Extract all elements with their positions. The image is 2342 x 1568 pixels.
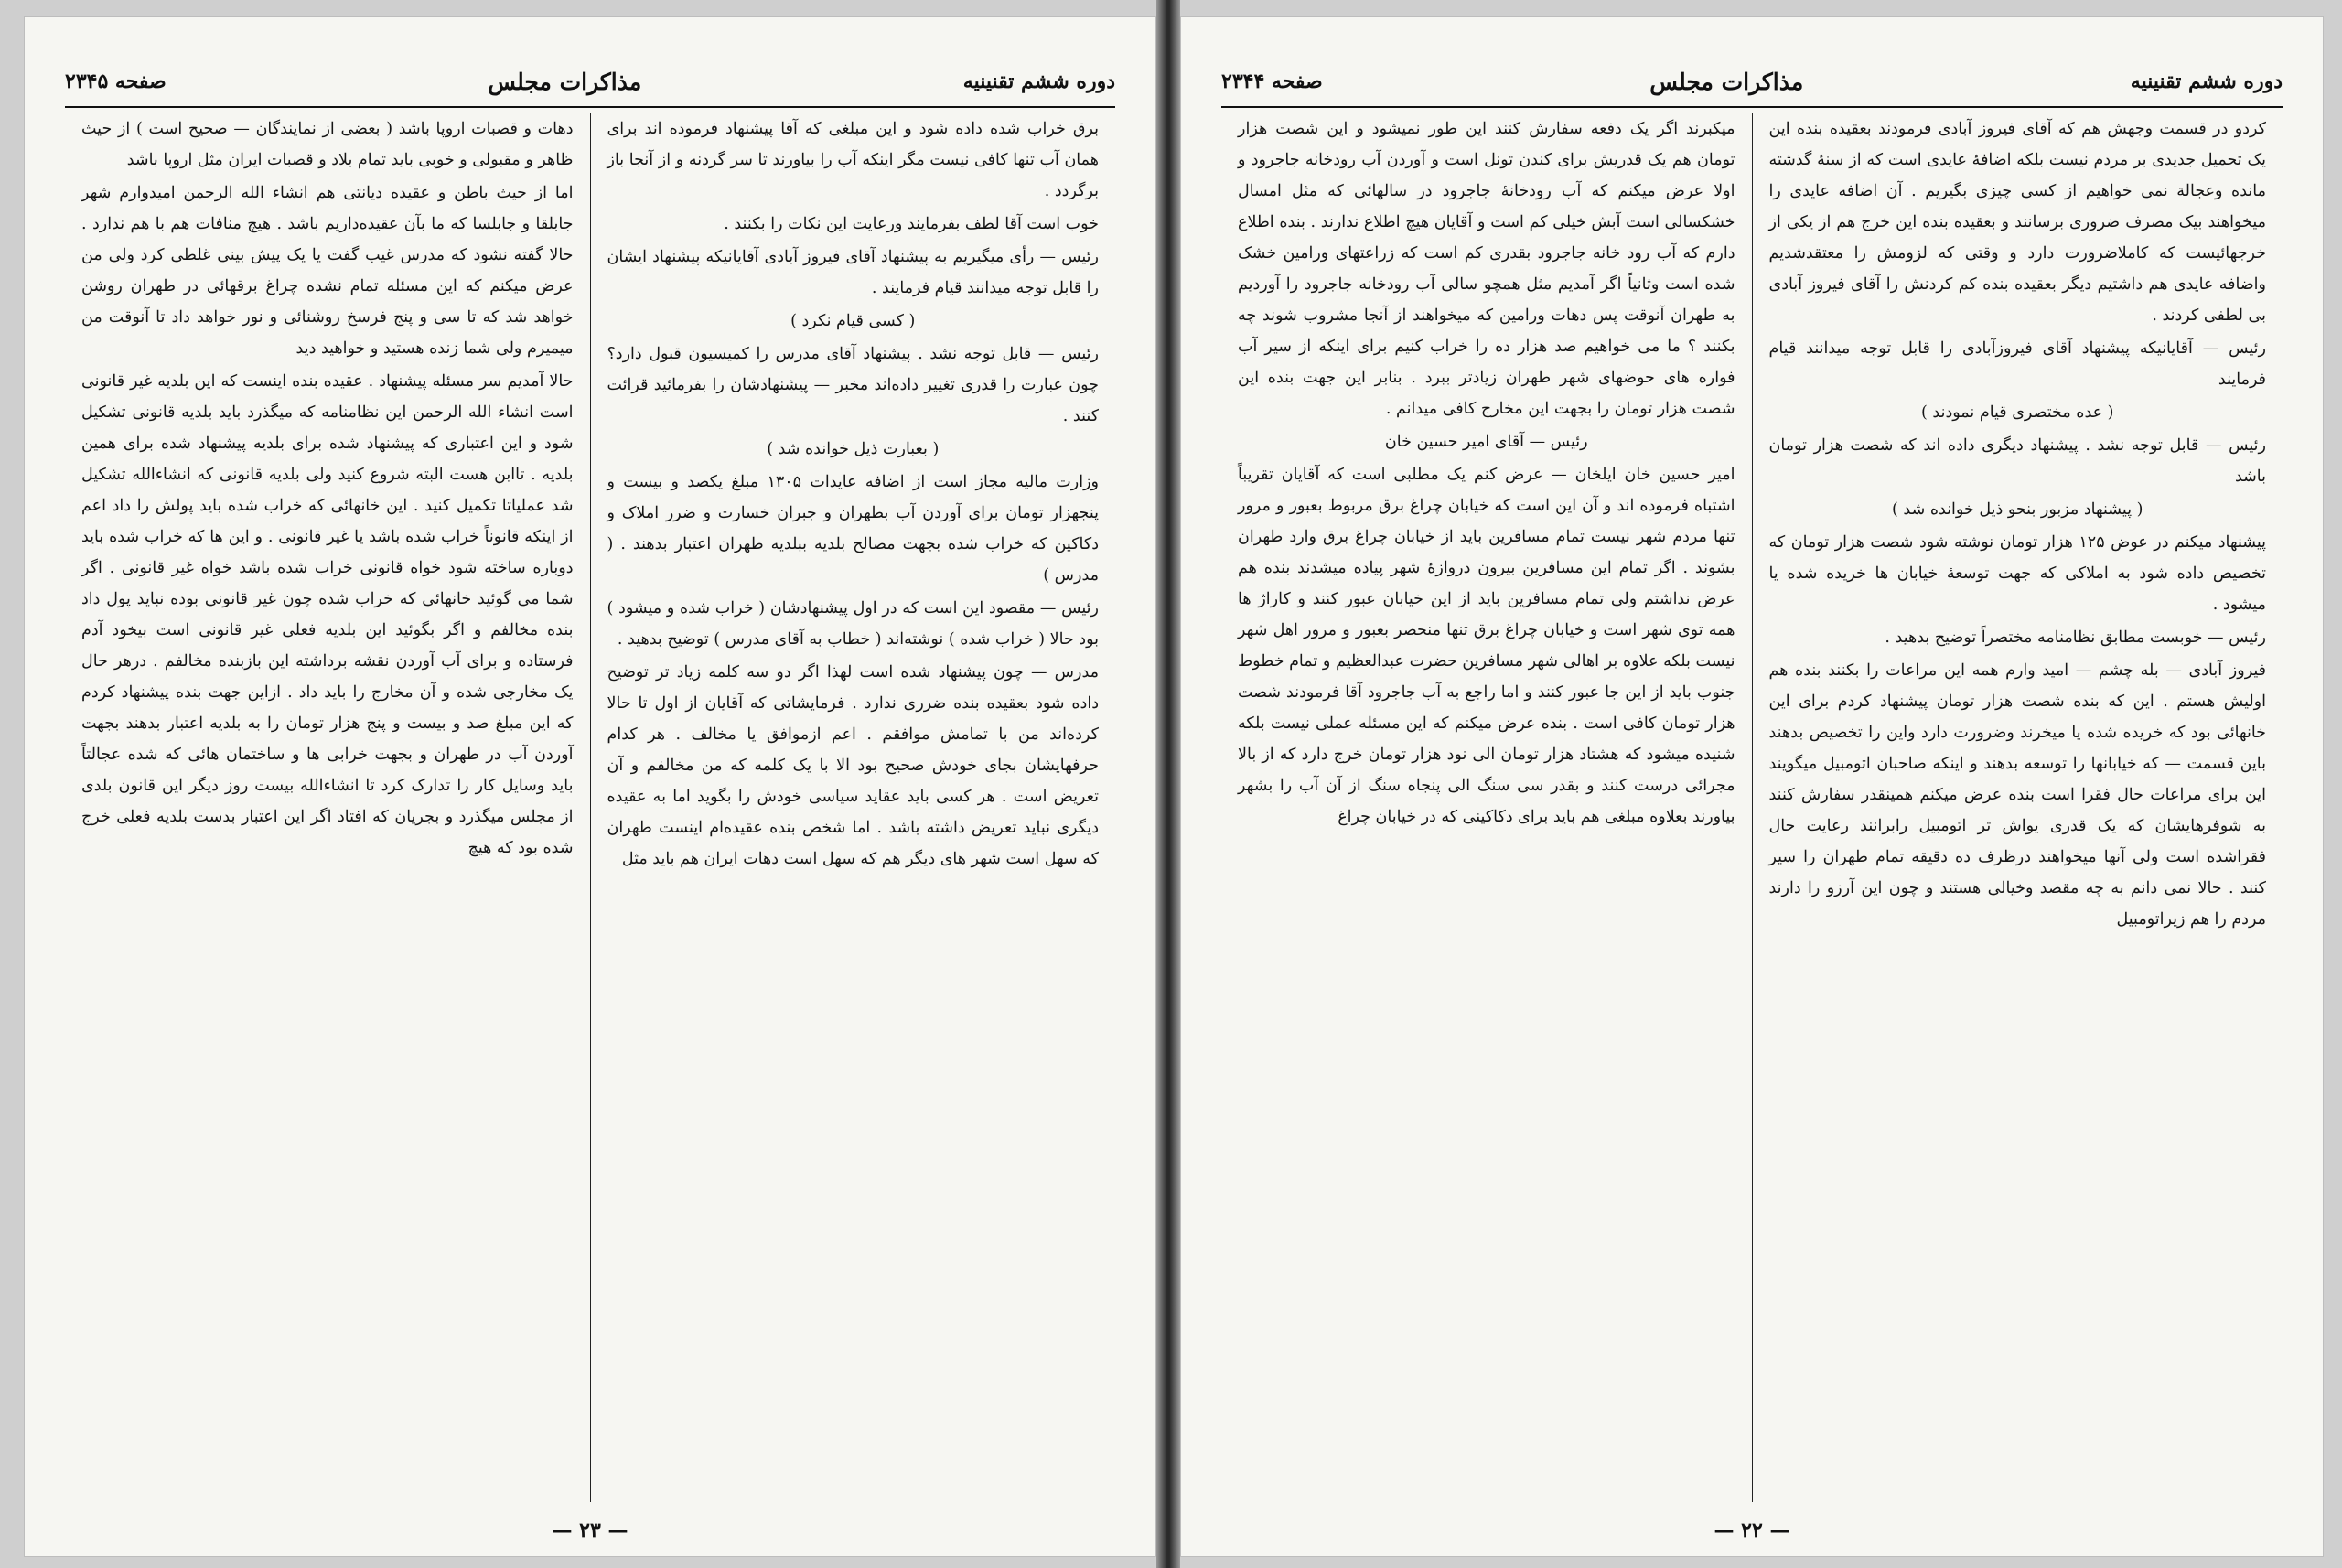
paragraph: فیروز آبادی — بله چشم — امید وارم همه این مراعات را بکنند بنده هم اولیش هستم . این که بنده شصت هزار تومان پیشنهاد کردم برای این خانهائی بود که خریده شده یا میخرند وضرورت دارد واین را تخصیص بدهند باین قسمت — که خیابانها را توسعه بدهند و اینکه صاحبان اتومبیل میگویند این برای مراعات حال فقرا است بنده عرض میکنم همینقدر سفارش کنند به شوفرهایشان که یک قدری یواش تر اتومبیل رابرانند رعایت حال فقراشده است ولی آنها میخواهند درظرف ده دقیقه تمام طهران را سیر کنند . حالا نمی دانم به چه مقصد وخیالی هستند و چون این آرزو را دارند مردم را هم زیراتومبیل [1768,661,2266,929]
right-page-left-column [1221,113,1752,1502]
paragraph: کردو در قسمت وجهش هم که آقای فیروز آبادی فرمودند بعقیده بنده این یک تحمیل جدیدی بر مردم نیست بلکه اضافهٔ عایدی است که از سنهٔ گذشته مانده وعجالة نمی خواهیم از کسی چیزی بگیریم . آن اضافه عایدی را میخواهند بیک مصرف ضروری برسانند و بعقیده بنده این خرج هم از یکی از خرجهائیست که کاملاضرورت دارد و وقتی که لزومش را معتقدشدیم واضافه عایدی هم داشتیم دیگر بعقیده بنده کم کردنش را آقای فیروز آبادی بی لطفی کردند . [1768,120,2266,325]
right-page-session: دوره ششم تقنینیه [2130,70,2283,93]
paragraph: وزارت مالیه مجاز است از اضافه عایدات ۱۳۰۵ مبلغ یکصد و بیست و پنجهزار تومان برای آوردن آب بطهران و جبران خسارت و ضرر املاک و دکاکین که خراب شده بجهت مصالح بلدیه ببلدیه طهران اعتبار بدهند . ( مدرس ) [607,473,1099,585]
paragraph: ( پیشنهاد مزبور بنحو ذیل خوانده شد ) [1892,500,2143,519]
paragraph: امیر حسین خان ایلخان — عرض کنم یک مطلبی است که آقایان تقریباً اشتباه فرموده اند و آن این است که خیابان چراغ برق مربوط بعبور و مرور تنها مردم شهر نیست تمام مسافرین باید از خیابان چراغ برق وارد طهران بشوند . اگر تمام این مسافرین بیرون دروازهٔ شهر پیاده میشدند بنده هم عرض نداشتم ولی تمام مسافرین باید از این خیابان عبور کنند و کاراژ ها همه توی شهر است و خیابان چراغ برق تنها منحصر بعبور و مرور اهل شهر نیست بلکه علاوه بر اهالی شهر مسافرین حضرت عبدالعظیم و تمام خطوط جنوب باید از این جا عبور کنند و اما راجع به آب جاجرود آقا فرمودند شصت هزار تومان کافی است . بنده عرض میکنم که این مسئله عملی نیست بلکه شنیده میشود که هشتاد هزار تومان الی نود هزار تومان خرج دارد که از بالا مجرائی درست کنند و بقدر سی سنگ الی پنجاه سنگ از آن آب را بشهر بیاورند بعلاوه مبلغی هم باید برای دکاکینی که در خیابان چراغ [1238,466,1735,826]
left-page-columns [65,113,1115,1502]
paragraph: ( بعبارت ذیل خوانده شد ) [767,440,940,458]
paragraph: رئیس — قابل توجه نشد . پیشنهاد دیگری داده اند که شصت هزار تومان باشد [1768,436,2266,486]
left-page-title: مذاکرات مجلس [488,68,642,95]
left-page-session: دوره ششم تقنینیه [962,70,1115,93]
right-page-header-rule [1221,106,2283,108]
paragraph: مدرس — چون پیشنهاد شده است لهذا اگر دو سه کلمه زیاد تر توضیح داده شود بعقیده بنده ضرری ندارد . فرمایشاتی که آقایان از اول تا حالا کرده‌اند من با تمامش موافقم . اعم ازموافق یا مخالف . هر کدام حرفهایشان بجای خودش صحیح بود الا با یک کلمه که من مخالفم و آن تعریض است . هر کسی باید عقاید سیاسی خودش را بگوید اما به عقیده دیگری نباید تعریض داشته باشد . اما شخص بنده عقیده‌ام اینست طهران که سهل است شهر های دیگر هم که سهل است دهات ایران هم باید مثل [607,663,1099,868]
paragraph: میکبرند اگر یک دفعه سفارش کنند این طور نمیشود و این شصت هزار تومان هم یک قدریش برای کندن تونل است و آوردن آب رودخانه جاجرود و اولا عرض میکنم که آب رودخانهٔ جاجرود در سالهائی که مثل امسال خشکسالی است آبش خیلی کم است و آقایان هیچ اطلاع ندارند . بنده اطلاع دارم که آب رود خانه جاجرود بقدری کم است که زراعتهای ورامین خشک شده است وثانیاً اگر آمدیم مثل همچو سالی آب رودخانه جاجرود را آوردیم به طهران آنوقت پس دهات ورامین که میخواهند از آنجا مشروب شوند چه بکنند ؟ ما می خواهیم صد هزار ده را خراب کنیم برای اینکه از سیر آب فواره های حوضهای شهر طهران زیادتر ببرد . بنابر این جهت بنده این شصت هزار تومان را بجهت این مخارج کافی میدانم . [1238,120,1735,418]
right-page-title: مذاکرات مجلس [1649,68,1804,95]
paragraph: حالا آمدیم سر مسئله پیشنهاد . عقیده بنده اینست که این بلدیه غیر قانونی است انشاء الله الرحمن این نظامنامه که میگذرد باید بلدیه قانونی تشکیل شود و این اعتباری که پیشنهاد شده برای بلدیه پیشنهاد شده برای همین بلدیه . تاابن هست البته شروع کنید ولی بلدیه قانونی که انشاءالله تشکیل شد عملیاتا تکمیل کنید . این خانهائی که خراب شده باید پولش را داد اعم از اینکه قانوناً خراب شده باشد یا غیر قانونی . و این ها که خراب شده باید دوباره ساخته شود خواه قانونی خراب شده باشد خواه غیر قانونی . اگر شما می گوئید خانهائی که خراب شده چون غیر قانونی بوده نباید پول داد بنده مخالفم و اگر بگوئید این بلدیه فعلی غیر قانونی است بیخود آدم فرستاده و برای آب آوردن نقشه برداشته این بازبنده مخالفم . درهر حال یک مخارجی شده و آن مخارج را باید داد . ازاین جهت بنده پیشنهاد کردم که این مبلغ صد و بیست و پنج هزار تومان را به بلدیه اعتبار بدهند بجهت آوردن آب در طهران و بجهت خرابی ها و ساختمان هائی که شده عجالتاً باید وسایل کار را تدارک کرد تا انشاءالله بیست روز دیگر این قانون بلدی از مجلس میگذرد و بجریان که افتاد اگر این اعتبار بدست بلدیه فعلی خرج شده بود که هیچ [81,372,574,857]
paragraph: خوب است آقا لطف بفرمایند ورعایت این نکات را بکنند . [724,215,1099,233]
left-page-header-rule [65,106,1115,108]
book-gutter [1156,0,1180,1568]
right-page-columns [1221,113,2283,1502]
paragraph: پیشنهاد میکنم در عوض ۱۲۵ هزار تومان نوشته شود شصت هزار تومان که تخصیص داده شود به املاکی که جهت توسعهٔ خیابان ها خریده شده یا میشود . [1768,533,2266,614]
paragraph: رئیس — قابل توجه نشد . پیشنهاد آقای مدرس را کمیسیون قبول دارد؟ چون عبارت را قدری تغییر داده‌اند مخبر — پیشنهادشان را بفرمائید قرائت کنند . [607,345,1099,425]
paragraph: رئیس — مقصود این است که در اول پیشنهادشان ( خراب شده و میشود ) بود حالا ( خراب شده ) نوشته‌اند ( خطاب به آقای مدرس ) توضیح بدهید . [607,599,1099,649]
left-page [24,16,1156,1557]
right-page-right-column [1753,113,2283,1502]
paragraph: رئیس — رأی میگیریم به پیشنهاد آقای فیروز آبادی آقایانیکه پیشنهاد ایشان را قابل توجه میدانند قیام فرمایند . [607,248,1099,297]
paragraph: ( عده مختصری قیام نمودند ) [1921,403,2114,422]
right-page-number-label: صفحه ۲۳۴۴ [1221,70,1323,93]
paragraph: اما از حیث باطن و عقیده دیانتی هم انشاء الله الرحمن امیدوارم شهر جابلقا و جابلسا که ما بآن عقیده‌داریم باشد . هیچ منافات هم با هم ندارد . حالا گفته نشود که مدرس غیب گفت یا یک پیش بینی غلطی کرد ولی من عرض میکنم که این مسئله تمام نشده چراغ برقهائی در طهران روشن خواهد شد که تا سی و پنج فرسخ روشنائی و نور خواهد داد تا آنوقت من میمیرم ولی شما زنده هستید و خواهید دید [81,184,574,358]
left-page-left-column [65,113,590,1502]
paragraph: رئیس — خوبست مطابق نظامنامه مختصراً توضیح بدهید . [1885,628,2266,647]
paragraph: دهات و قصبات اروپا باشد ( بعضی از نمایندگان — صحیح است ) از حیث ظاهر و مقبولی و خوبی باید تمام بلاد و قصبات ایران مثل اروپا باشد [81,120,574,169]
paragraph: ( کسی قیام نکرد ) [790,312,916,330]
left-page-right-column [591,113,1116,1502]
paragraph: برق خراب شده داده شود و این مبلغی که آقا پیشنهاد فرموده اند برای همان آب تنها کافی نیست مگر اینکه آب را بیاورند تا سر گردنه و از آنجا باز برگردد . [607,120,1099,200]
left-page-header [65,62,1115,101]
left-page-footer-number: — ۲۳ — [552,1519,628,1542]
left-page-number-label: صفحه ۲۳۴۵ [65,70,167,93]
paragraph: رئیس — آقای امیر حسین خان [1384,433,1588,451]
right-page-header [1221,62,2283,101]
right-page [1180,16,2324,1557]
paragraph: رئیس — آقایانیکه پیشنهاد آقای فیروزآبادی را قابل توجه میدانند قیام فرمایند [1768,339,2266,389]
right-page-footer-number: — ۲۲ — [1714,1519,1790,1542]
